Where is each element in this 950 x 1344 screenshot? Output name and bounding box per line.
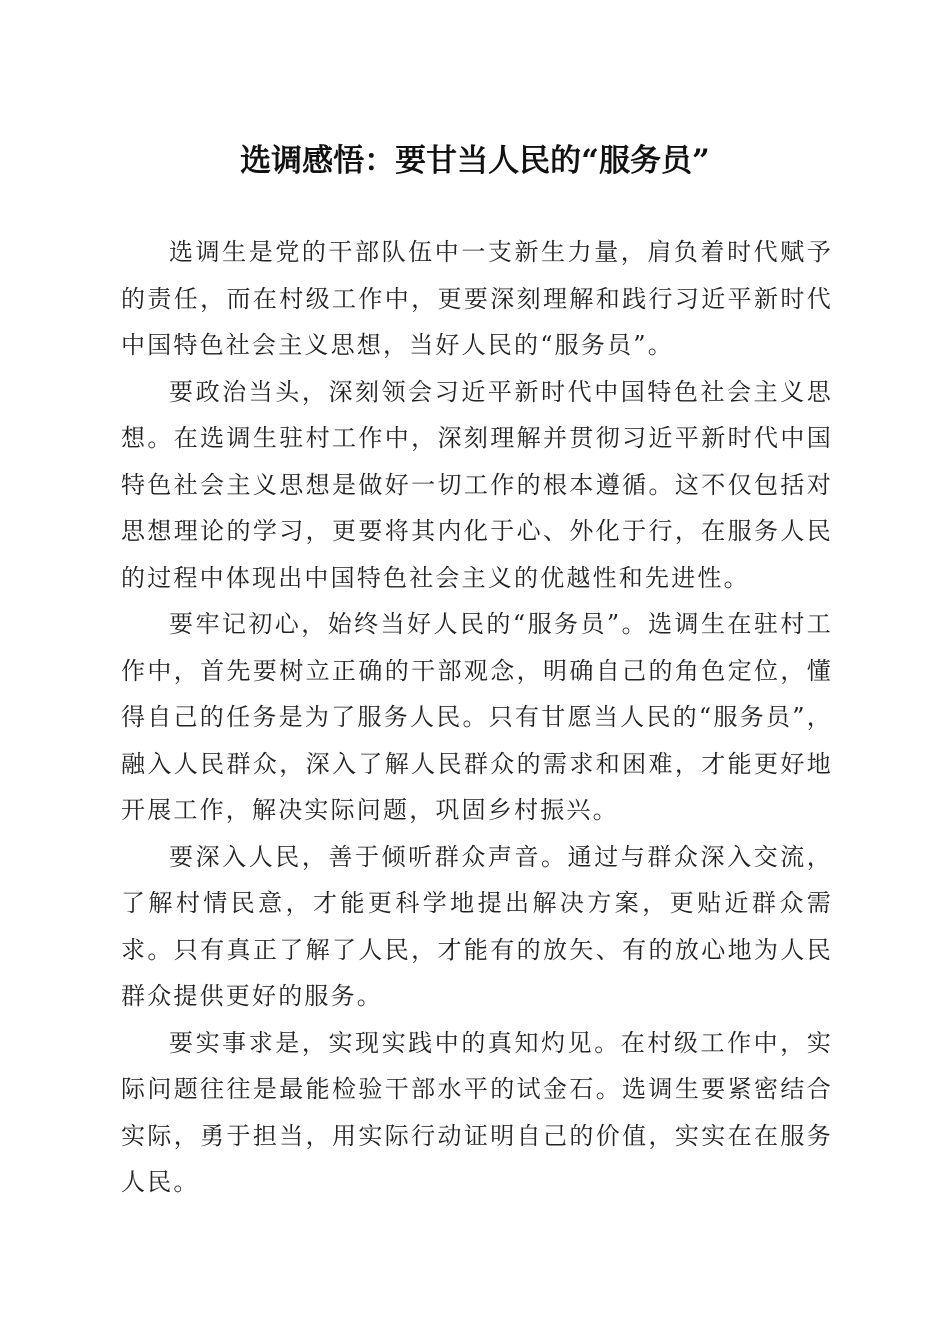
paragraph-4: 要深入人民，善于倾听群众声音。通过与群众深入交流，了解村情民意，才能更科学地提出解决方案，更贴近群众需求。只有真正了解了人民，才能有的放矢、有的放心地为人民群众提供更好的服务。 bbox=[121, 842, 833, 1010]
paragraph-1: 选调生是党的干部队伍中一支新生力量，肩负着时代赋予的责任，而在村级工作中，更要深刻理解和践行习近平新时代中国特色社会主义思想，当好人民的“服务员”。 bbox=[121, 238, 833, 359]
paragraph-5: 要实事求是，实现实践中的真知灼见。在村级工作中，实际问题往往是最能检验干部水平的试金石。选调生要紧密结合实际，勇于担当，用实际行动证明自己的价值，实实在在服务人民。 bbox=[121, 1028, 833, 1196]
document-title: 选调感悟：要甘当人民的“服务员” bbox=[240, 143, 710, 179]
paragraph-2: 要政治当头，深刻领会习近平新时代中国特色社会主义思想。在选调生驻村工作中，深刻理解并贯彻习近平新时代中国特色社会主义思想是做好一切工作的根本遵循。这不仅包括对思想理论的学习，更要将其内化于心、外化于行，在服务人民的过程中体现出中国特色社会主义的优越性和先进性。 bbox=[121, 377, 833, 592]
document-body bbox=[121, 229, 833, 1206]
paragraph-3: 要牢记初心，始终当好人民的“服务员”。选调生在驻村工作中，首先要树立正确的干部观念，明确自己的角色定位，懂得自己的任务是为了服务人民。只有甘愿当人民的“服务员”，融入人民群众，深入了解人民群众的需求和困难，才能更好地开展工作，解决实际问题，巩固乡村振兴。 bbox=[121, 610, 833, 824]
